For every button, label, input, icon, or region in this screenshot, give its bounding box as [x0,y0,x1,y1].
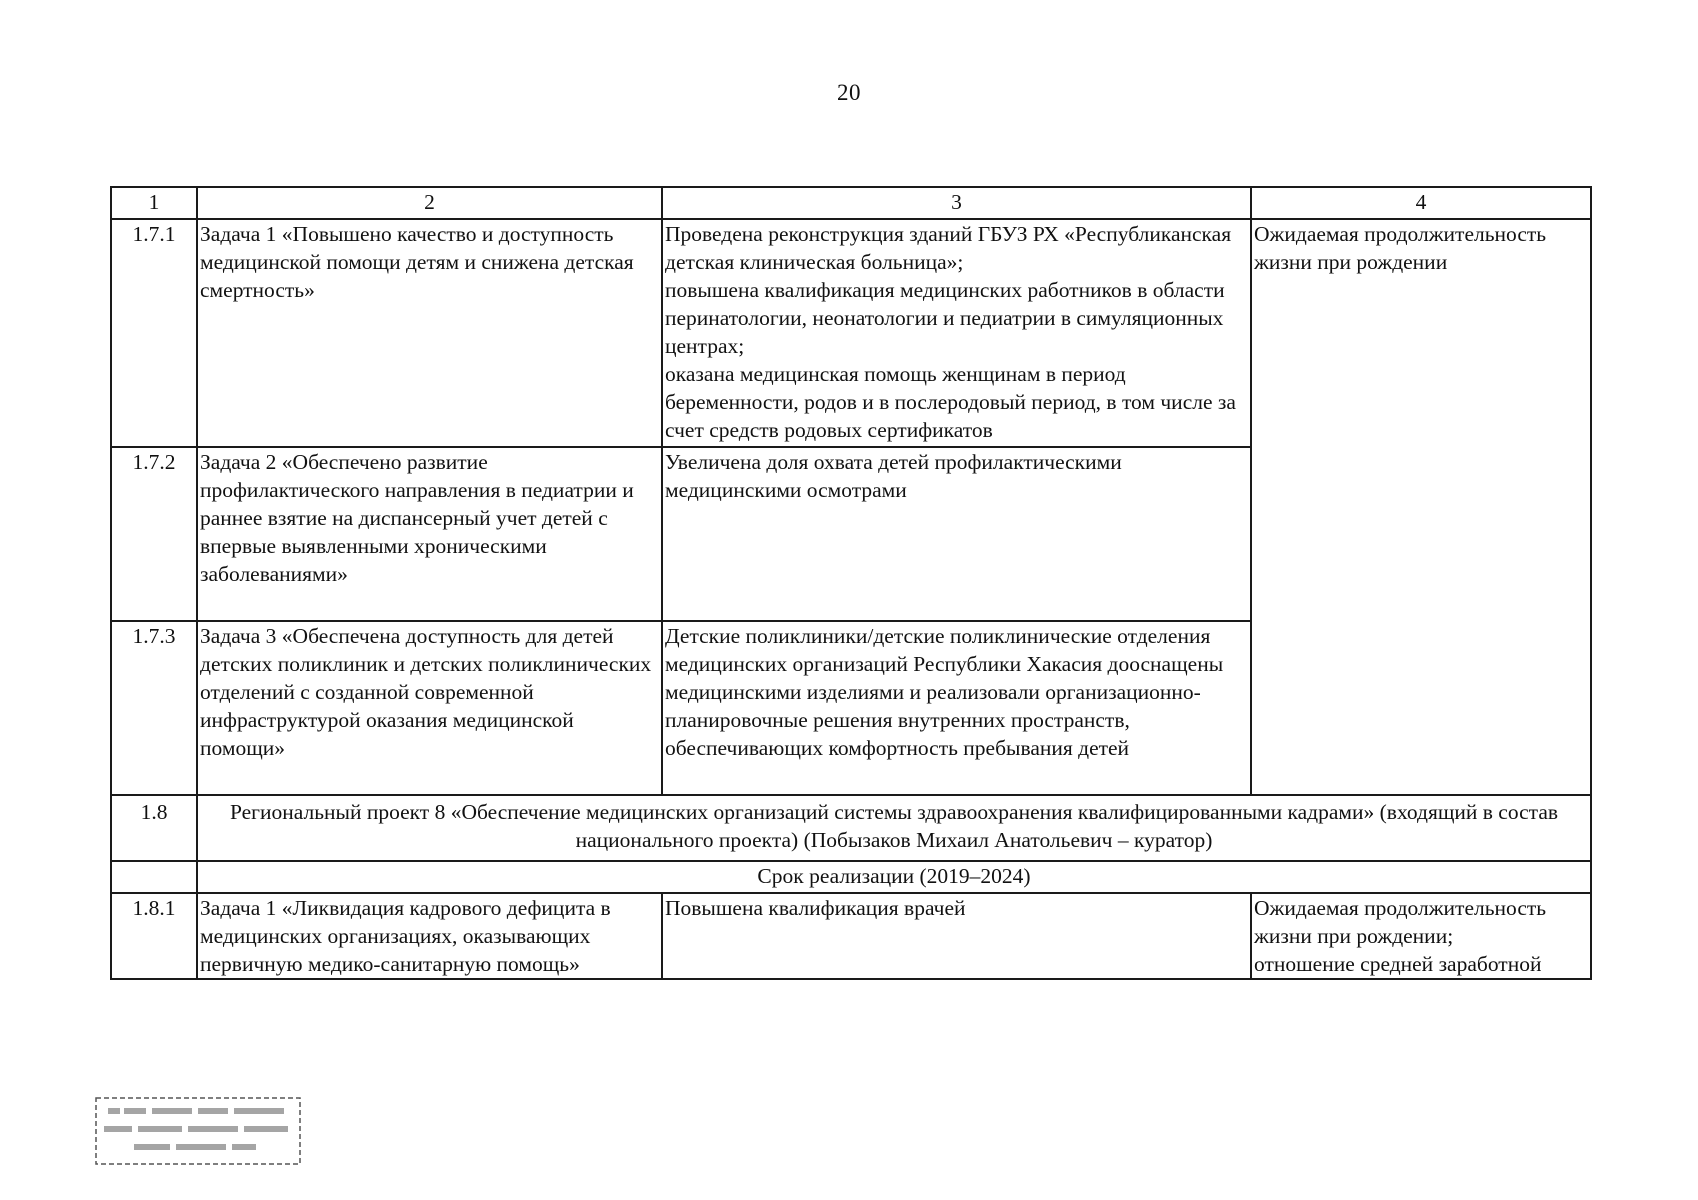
result-cell: Детские поликлиники/детские поликлинические отделения медицинских организаций Республики Хакасия дооснащены медицинскими изделиями и реализовали организационно-планировочные решения внутренних пространств, обеспечивающих комфортность пребывания детей [662,621,1251,795]
task-cell: Задача 2 «Обеспечено развитие профилактического направления в педиатрии и раннее взятие на диспансерный учет детей с впервые выявленными хроническими заболеваниями» [197,447,662,621]
table-row [111,219,1591,447]
row-number: 1.8 [111,795,197,861]
header-cell-2: 2 [197,187,662,219]
table-row [111,893,1591,979]
page-number: 20 [837,80,861,105]
row-number: 1.7.2 [111,447,197,621]
indicator-cell [1251,893,1591,979]
result-cell: Увеличена доля охвата детей профилактическими медицинскими осмотрами [662,447,1251,621]
row-number: 1.8.1 [111,893,197,979]
project-row [111,795,1591,861]
project-term: Срок реализации (2019–2024) [197,861,1591,893]
project-title: Региональный проект 8 «Обеспечение медицинских организаций системы здравоохранения квалифицированными кадрами» (входящий в состав национального проекта) (Побызаков Михаил Анатольевич – куратор) [197,795,1591,861]
task-cell: Задача 1 «Повышено качество и доступность медицинской помощи детям и снижена детская смертность» [197,219,662,447]
empty-number-cell [111,861,197,893]
header-cell-4: 4 [1251,187,1591,219]
row-number: 1.7.1 [111,219,197,447]
result-cell [662,219,1251,447]
header-cell-3: 3 [662,187,1251,219]
table-header-row [111,187,1591,219]
task-cell: Задача 1 «Ликвидация кадрового дефицита в медицинских организациях, оказывающих первичную медико-санитарную помощь» [197,893,662,979]
term-row [111,861,1591,893]
indicator-cell: Ожидаемая продолжительность жизни при рождении [1251,219,1591,795]
header-cell-1: 1 [111,187,197,219]
row-number: 1.7.3 [111,621,197,795]
result-text: Проведена реконструкция зданий ГБУЗ РХ «Республиканская детская клиническая больница»; повышена квалификация медицинских работников в области перинатологии, неонатологии и педиатрии в симуляционных центрах; оказана медицинская помощь женщинам в период беременности, родов и в послеродовый период, в том числе за счет средств родовых сертификатов [665,222,1236,442]
task-cell: Задача 3 «Обеспечена доступность для детей детских поликлиник и детских поликлинических отделений с созданной современной инфраструктурой оказания медицинской помощи» [197,621,662,795]
indicator-text: Ожидаемая продолжительность жизни при рождении; отношение средней заработной [1254,896,1547,976]
program-table [110,186,1592,980]
stamp-image [94,1096,302,1166]
result-cell: Повышена квалификация врачей [662,893,1251,979]
